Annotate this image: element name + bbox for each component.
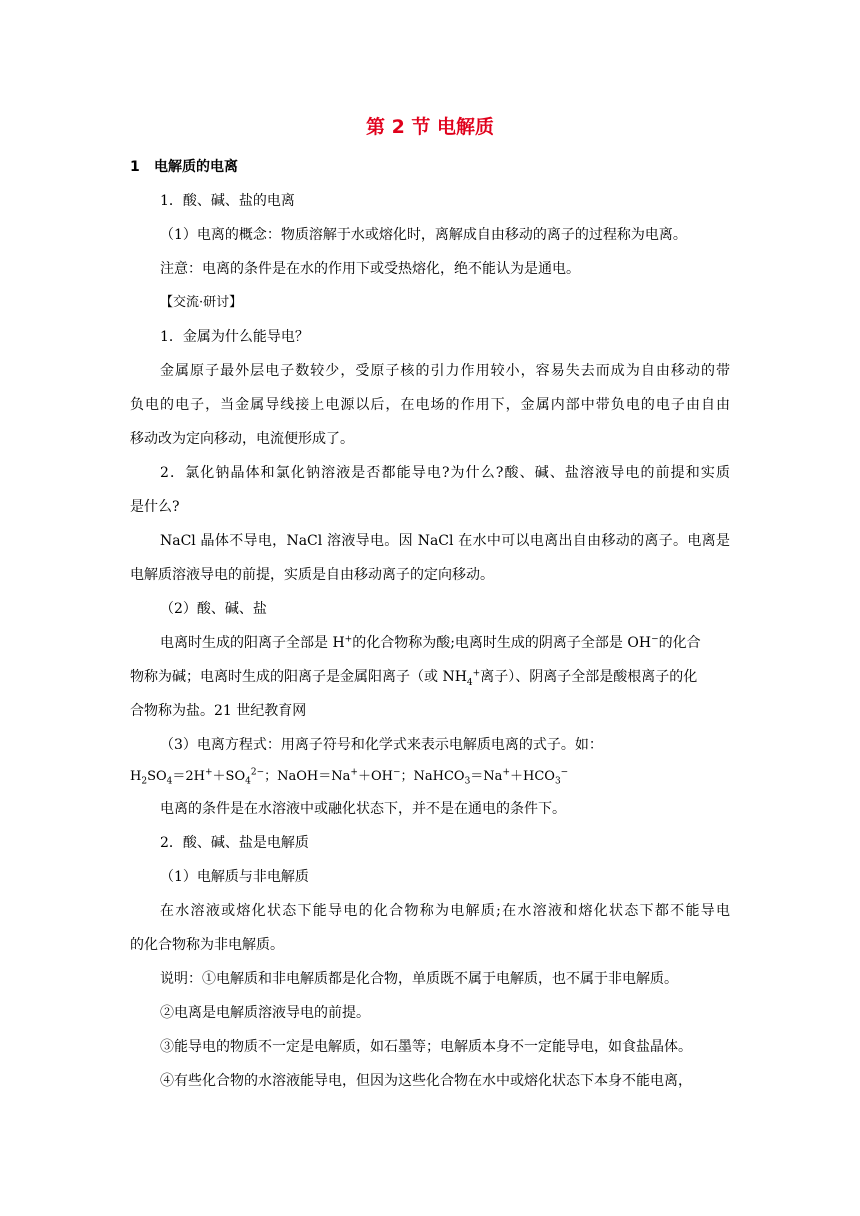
paragraph-line: 合物称为盐。21 世纪教育网	[130, 703, 307, 719]
superscript: −	[651, 634, 659, 645]
note-line: 说明：①电解质和非电解质都是化合物，单质既不属于电解质，也不属于非电解质。	[160, 971, 678, 987]
text-run: ＝Na	[470, 769, 503, 784]
text-run: 物称为碱；电离时生成的阳离子是金属阳离子（或 NH	[130, 669, 467, 685]
subscript: 3	[554, 776, 561, 787]
paragraph-line: 金属原子最外层电子数较少，受原子核的引力作用较小，容易失去而成为自由移动的带	[160, 363, 730, 379]
paragraph-line: 1．酸、碱、盐的电离	[160, 193, 295, 209]
text-run: 的化合物称为酸;电离时生成的阴离子全部是 OH	[352, 635, 652, 651]
note-line: ②电离是电解质溶液导电的前提。	[160, 1005, 370, 1021]
superscript: +	[205, 767, 213, 778]
section-heading	[130, 156, 730, 178]
ionization-equation	[130, 766, 730, 788]
subscript: 4	[466, 677, 473, 688]
paragraph-line: （1）电解质与非电解质	[160, 869, 309, 885]
text-run: SO	[147, 769, 167, 784]
paragraph-line	[160, 632, 730, 654]
paragraph-line: NaCl 晶体不导电，NaCl 溶液导电。因 NaCl 在水中可以电离出自由移动的离子。电离是	[160, 533, 730, 549]
subscript: 3	[464, 776, 471, 787]
subscript: 2	[141, 776, 148, 787]
question-line: 1．金属为什么能导电？	[160, 329, 309, 345]
text-run: ；NaHCO	[400, 769, 465, 784]
superscript: +	[350, 767, 358, 778]
paragraph-line: 电解质溶液导电的前提，实质是自由移动离子的定向移动。	[130, 567, 494, 583]
paragraph-line: （2）酸、碱、盐	[160, 601, 267, 617]
superscript: −	[560, 767, 569, 778]
paragraph-line: 2．酸、碱、盐是电解质	[160, 835, 309, 851]
paragraph-line: 的化合物称为非电解质。	[130, 937, 284, 953]
superscript: −	[392, 767, 401, 778]
text-run: ＋OH	[357, 769, 393, 784]
text-run: H	[130, 769, 142, 784]
paragraph-line: 注意：电离的条件是在水的作用下或受热熔化，绝不能认为是通电。	[160, 261, 580, 277]
note-line: ④有些化合物的水溶液能导电，但因为这些化合物在水中或熔化状态下本身不能电离，	[160, 1073, 692, 1089]
note-line: ③能导电的物质不一定是电解质，如石墨等；电解质本身不一定能导电，如食盐晶体。	[160, 1039, 692, 1055]
text-run: 的化合	[658, 635, 701, 651]
text-run: ＝2H	[172, 769, 205, 784]
section-label: 电解质的电离	[154, 159, 238, 175]
superscript: +	[344, 634, 353, 645]
paragraph-line: 电离的条件是在水溶液中或融化状态下，并不是在通电的条件下。	[160, 801, 566, 817]
superscript: 2−	[250, 767, 265, 778]
paragraph-line: 负电的电子，当金属导线接上电源以后，在电场的作用下，金属内部中带负电的电子由自由	[130, 397, 730, 413]
paragraph-line: （1）电离的概念：物质溶解于水或熔化时，离解成自由移动的离子的过程称为电离。	[160, 227, 687, 243]
question-line: 是什么?	[130, 499, 180, 515]
section-number: 1	[130, 159, 140, 175]
subscript: 4	[245, 776, 251, 787]
text-run: 离子）、阴离子全部是酸根离子的化	[480, 669, 698, 685]
page-title: 第 2 节 电解质	[365, 116, 495, 138]
text-run: ＋SO	[212, 769, 246, 784]
superscript: +	[472, 668, 481, 679]
paragraph-line: 移动改为定向移动，电流便形成了。	[130, 431, 354, 447]
subscript: 4	[166, 776, 173, 787]
paragraph-line: （3）电离方程式：用离子符号和化学式来表示电解质电离的式子。如：	[160, 737, 603, 753]
question-line: 2．氯化钠晶体和氯化钠溶液是否都能导电?为什么?酸、碱、盐溶液导电的前提和实质	[160, 465, 730, 481]
paragraph-line: 在水溶液或熔化状态下能导电的化合物称为电解质;在水溶液和熔化状态下都不能导电	[160, 903, 730, 919]
paragraph-line	[130, 666, 730, 688]
superscript: +	[502, 767, 510, 778]
paragraph-line: 【交流·研讨】	[160, 295, 243, 310]
text-run: 电离时生成的阳离子全部是 H	[160, 635, 345, 651]
text-run: ＋HCO	[509, 769, 555, 784]
text-run: ；NaOH＝Na	[264, 769, 351, 784]
